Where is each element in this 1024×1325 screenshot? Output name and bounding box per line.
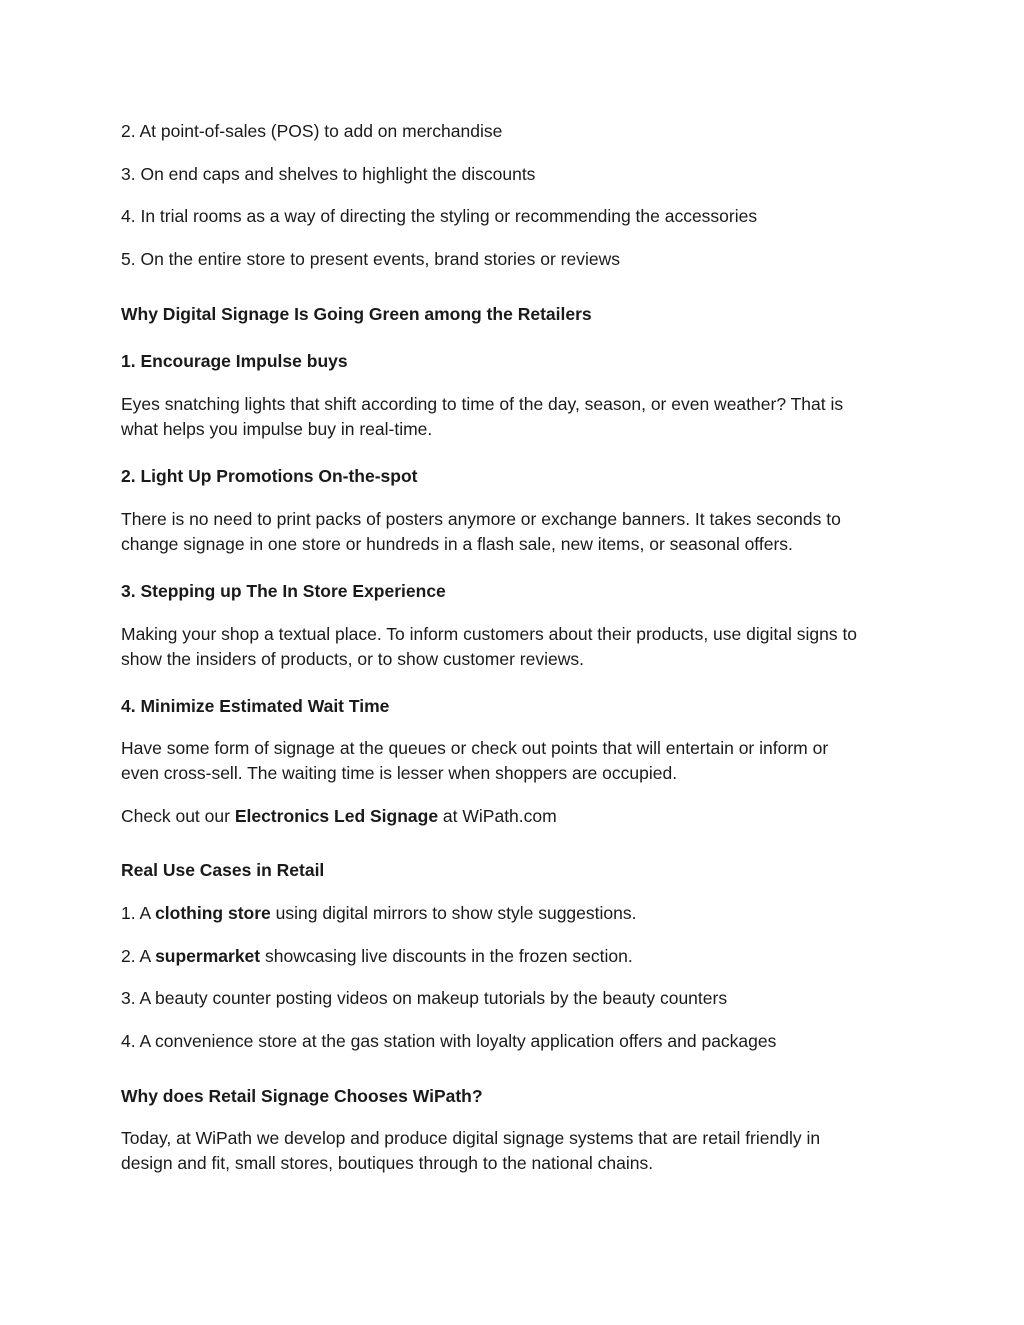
- body-line: change signage in one store or hundreds in a flash sale, new items, or seasonal offers.: [121, 533, 793, 554]
- checkout-suffix: at WiPath.com: [438, 806, 557, 826]
- use-case-prefix: 4. A convenience store at the gas station with loyalty application offers and packages: [121, 1031, 777, 1051]
- use-case-item: [121, 901, 911, 926]
- use-case-item: [121, 1029, 911, 1054]
- use-case-prefix: 1. A: [121, 903, 156, 923]
- use-case-bold: supermarket: [155, 946, 261, 966]
- item-body-promotions: [121, 507, 911, 556]
- body-line: design and fit, small stores, boutiques through to the national chains.: [121, 1152, 654, 1173]
- body-line: There is no need to print packs of posters anymore or exchange banners. It takes seconds to: [121, 509, 841, 529]
- body-line: Have some form of signage at the queues or check out points that will entertain or inform or: [121, 738, 829, 758]
- body-line: what helps you impulse buy in real-time.: [121, 418, 433, 439]
- use-case-item: [121, 944, 911, 969]
- section-heading-use-cases: Real Use Cases in Retail: [121, 860, 325, 880]
- use-case-bold: clothing store: [155, 903, 271, 923]
- list-item-trial-rooms: 4. In trial rooms as a way of directing the styling or recommending the accessories: [121, 206, 758, 226]
- list-item-pos: 2. At point-of-sales (POS) to add on merchandise: [121, 121, 503, 141]
- item-body-wait-time: [121, 736, 911, 785]
- body-line: Today, at WiPath we develop and produce digital signage systems that are retail friendly in: [121, 1128, 821, 1148]
- use-case-suffix: using digital mirrors to show style suggestions.: [270, 903, 637, 923]
- body-line: Eyes snatching lights that shift according to time of the day, season, or even weather? That is: [121, 394, 844, 414]
- use-case-item: [121, 986, 911, 1011]
- checkout-link-text: Electronics Led Signage: [234, 806, 439, 826]
- use-case-prefix: 3. A beauty counter posting videos on makeup tutorials by the beauty counters: [121, 988, 728, 1008]
- use-case-suffix: showcasing live discounts in the frozen section.: [260, 946, 633, 966]
- list-item-entire-store: 5. On the entire store to present events, brand stories or reviews: [121, 249, 620, 269]
- body-line: show the insiders of products, or to show customer reviews.: [121, 648, 584, 669]
- body-line: even cross-sell. The waiting time is lesser when shoppers are occupied.: [121, 762, 678, 783]
- item-title-promotions: 2. Light Up Promotions On-the-spot: [121, 466, 418, 486]
- section-heading-going-green: Why Digital Signage Is Going Green among the Retailers: [121, 304, 592, 324]
- item-title-in-store-experience: 3. Stepping up The In Store Experience: [121, 581, 446, 601]
- item-body-in-store-experience: [121, 622, 911, 671]
- checkout-line: [121, 804, 911, 829]
- item-title-impulse-buys: 1. Encourage Impulse buys: [121, 351, 348, 371]
- why-wipath-body: [121, 1126, 911, 1175]
- use-case-prefix: 2. A: [121, 946, 156, 966]
- item-body-impulse-buys: [121, 392, 911, 441]
- body-line: Making your shop a textual place. To inform customers about their products, use digital signs to: [121, 624, 858, 644]
- section-heading-why-wipath: Why does Retail Signage Chooses WiPath?: [121, 1086, 483, 1106]
- item-title-wait-time: 4. Minimize Estimated Wait Time: [121, 696, 390, 716]
- list-item-end-caps: 3. On end caps and shelves to highlight the discounts: [121, 164, 536, 184]
- checkout-prefix: Check out our: [121, 806, 235, 826]
